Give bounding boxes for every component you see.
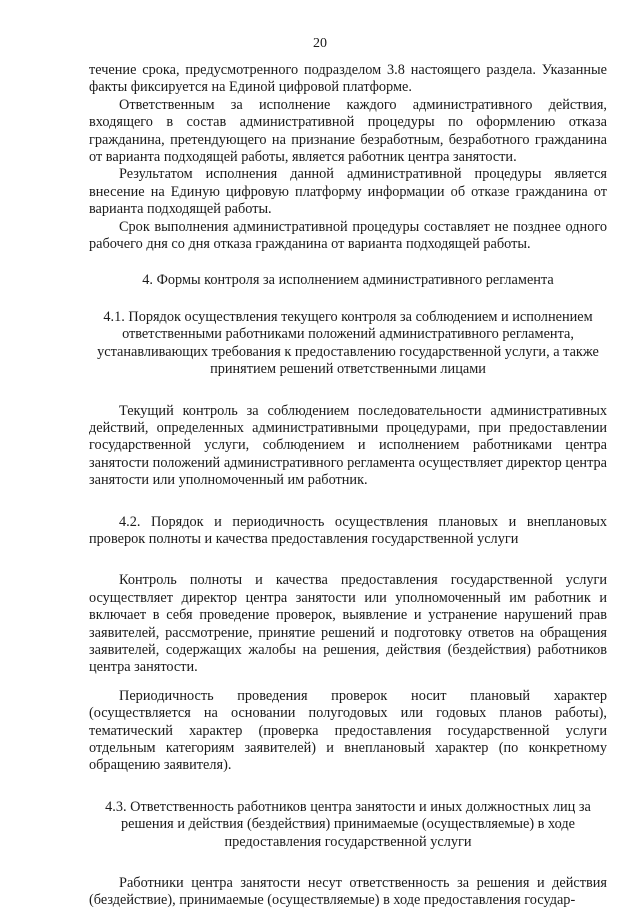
paragraph-periodicity: Периодичность проведения проверок носит плановый характер (осуществляется на основании полугодовых или годовых планов работы), тематический характер (проверка предоставления государственной услуги отдельным категориям заявителей) и внеплановый характер (по конкретному обращению заявителя). xyxy=(89,687,607,774)
subsection-heading-4-2: 4.2. Порядок и периодичность осуществления плановых и внеплановых проверок полноты и качества предоставления государственной услуги xyxy=(89,513,607,547)
paragraph-responsible: Ответственным за исполнение каждого административного действия, входящего в состав административной процедуры по оформлению отказа гражданина, претендующего на признание безработным, безработного гражданина от варианта подходящей работы, является работник центра занятости. xyxy=(89,96,607,166)
paragraph-result: Результатом исполнения данной административной процедуры является внесение на Единую цифровую платформу информации об отказе гражданина от варианта подходящей работы. xyxy=(89,166,607,218)
page-number: 20 xyxy=(313,36,327,51)
subsection-heading-4-3: 4.3. Ответственность работников центра занятости и иных должностных лиц за решения и действия (бездействия) принимаемые (осуществляемые) в ходе предоставления государственной услуги xyxy=(105,798,591,850)
paragraph-continuation: течение срока, предусмотренного подразделом 3.8 настоящего раздела. Указанные факты фиксируется на Единой цифровой платформе. xyxy=(89,62,607,96)
paragraph-current-control: Текущий контроль за соблюдением последовательности административных действий, определенных административными процедурами, при предоставлении государственной услуги, соблюдением и исполнением работниками центра занятости положений административного регламента осуществляет директор центра занятости или уполномоченный им работник. xyxy=(89,402,607,489)
paragraph-deadline: Срок выполнения административной процедуры составляет не позднее одного рабочего дня со дня отказа гражданина от варианта подходящей работы. xyxy=(89,218,607,253)
section-heading-4: 4. Формы контроля за исполнением административного регламента xyxy=(142,272,554,289)
paragraph-quality-control: Контроль полноты и качества предоставления государственной услуги осуществляет директор центра занятости или уполномоченный им работник и включает в себя проведение проверок, выявление и устранение нарушений прав заявителей, рассмотрение, принятие решений и подготовку ответов на обращения заявителей, содержащих жалобы на решения, действия (бездействия) работников центра занятости. xyxy=(89,572,607,676)
subsection-heading-4-1: 4.1. Порядок осуществления текущего контроля за соблюдением и исполнением ответственными работниками положений административного регламента, устанавливающих требования к предоставлению государственной услуги, а также принятием решений ответственными лицами xyxy=(97,308,599,378)
paragraph-liability: Работники центра занятости несут ответственность за решения и действия (бездействие), принимаемые (осуществляемые) в ходе предоставления государ- xyxy=(89,875,607,909)
page-body xyxy=(89,62,607,910)
